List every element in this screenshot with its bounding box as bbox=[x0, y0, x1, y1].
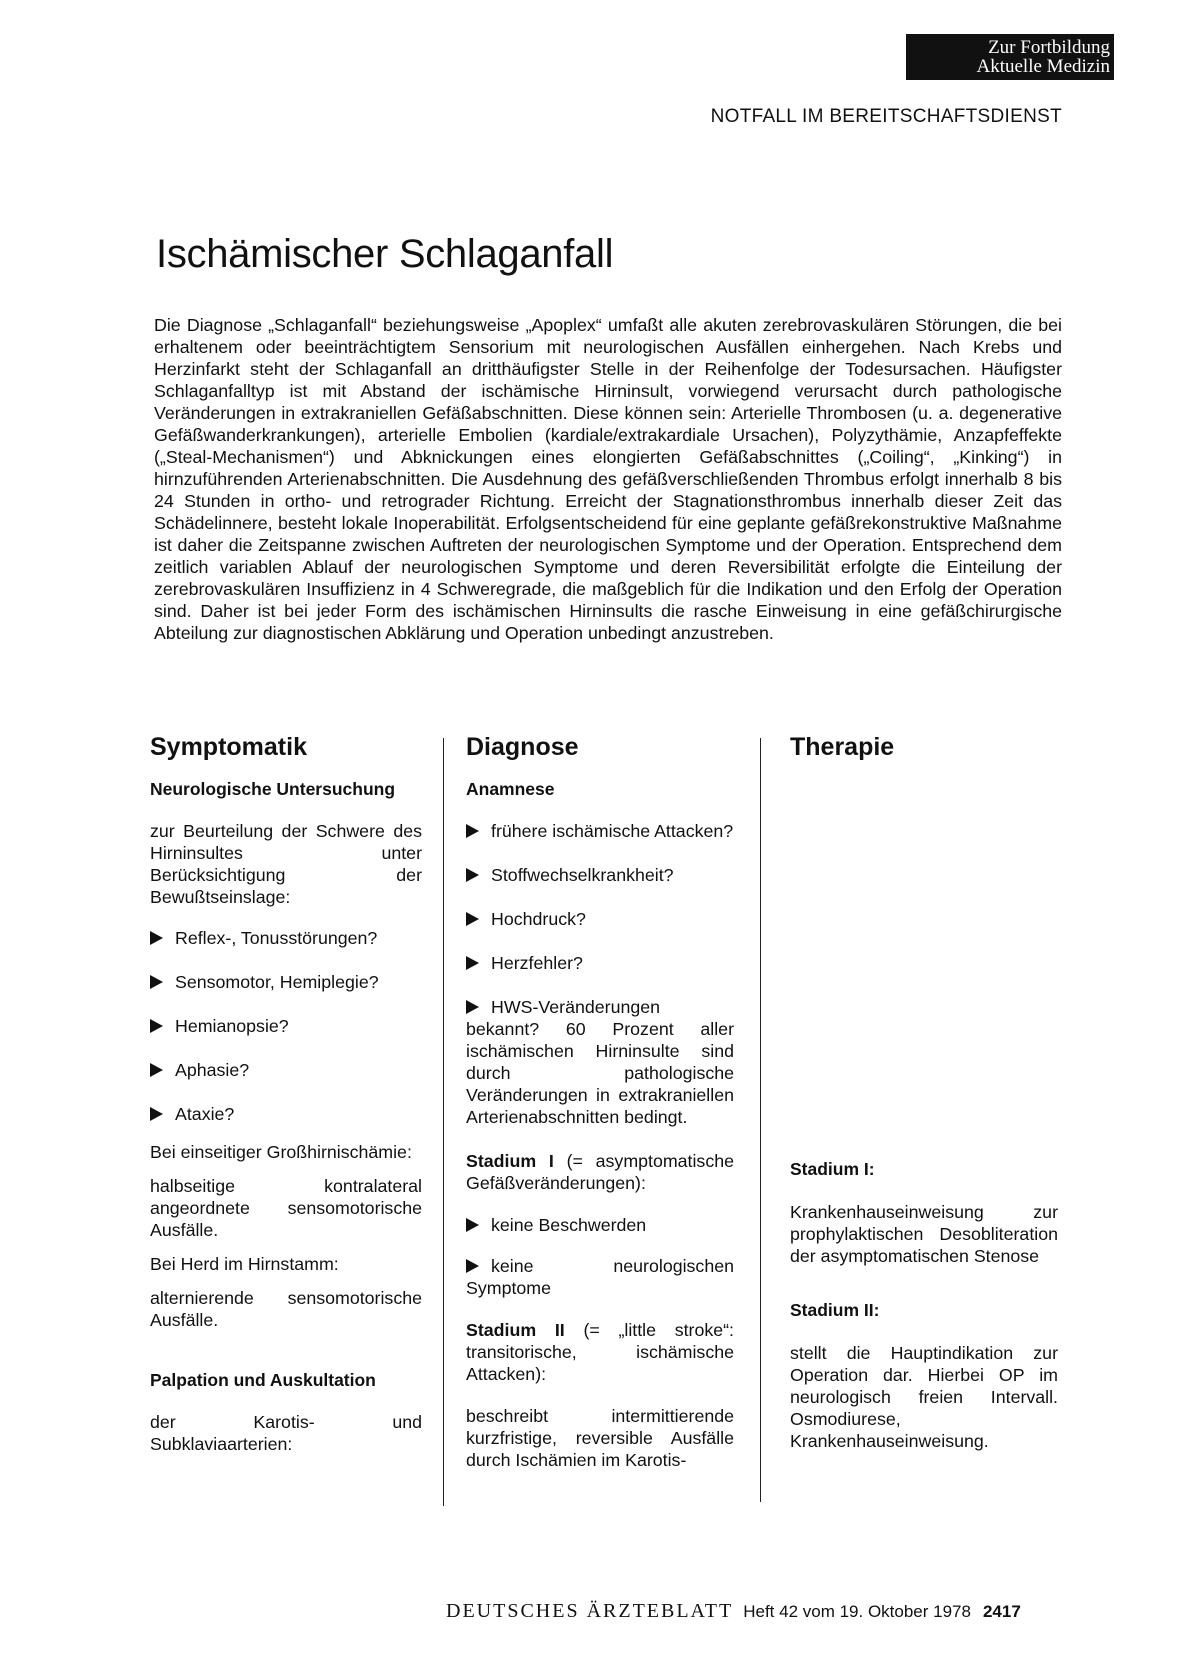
bullet-text: keine neurologischen Symptome bbox=[466, 1256, 734, 1298]
section-tag-line-2: Aktuelle Medizin bbox=[976, 56, 1110, 77]
triangle-bullet-icon bbox=[150, 975, 163, 989]
section-header: NOTFALL IM BEREITSCHAFTSDIENST bbox=[710, 106, 1062, 127]
column-divider bbox=[443, 738, 444, 1506]
column-heading: Diagnose bbox=[466, 733, 579, 761]
journal-name: DEUTSCHES ÄRZTEBLATT bbox=[446, 1600, 734, 1622]
stadium-label: Stadium I bbox=[466, 1151, 554, 1171]
section-tag-line-1: Zur Fortbildung bbox=[988, 37, 1110, 58]
bullet-text: Herzfehler? bbox=[491, 953, 583, 973]
bullet-text: frühere ischämische Attacken? bbox=[491, 821, 734, 841]
bullet-text: Aphasie? bbox=[175, 1060, 250, 1080]
bullet-item bbox=[150, 1059, 422, 1081]
paragraph: Krankenhauseinweisung zur prophylaktischen Desobliteration der asymptomatischen Stenose bbox=[790, 1202, 1058, 1266]
triangle-bullet-icon bbox=[150, 1019, 163, 1033]
paragraph: Bei Herd im Hirnstamm: bbox=[150, 1254, 339, 1274]
stadium-label: Stadium II: bbox=[790, 1300, 880, 1320]
triangle-bullet-icon bbox=[466, 1000, 479, 1014]
bullet-item bbox=[150, 1015, 422, 1037]
bullet-item bbox=[466, 820, 734, 842]
column-heading: Symptomatik bbox=[150, 733, 307, 761]
triangle-bullet-icon bbox=[150, 1063, 163, 1077]
issue-info: Heft 42 vom 19. Oktober 1978 bbox=[743, 1602, 971, 1621]
triangle-bullet-icon bbox=[466, 868, 479, 882]
column-divider bbox=[760, 738, 761, 1502]
triangle-bullet-icon bbox=[466, 1259, 479, 1273]
stadium-text: (= asymptomatische Gefäßveränderungen): bbox=[466, 1151, 734, 1193]
stadium-paragraph bbox=[466, 1319, 734, 1385]
article-title: Ischämischer Schlaganfall bbox=[156, 232, 614, 276]
bullet-item bbox=[466, 1255, 734, 1299]
column-therapie bbox=[790, 732, 1058, 1452]
triangle-bullet-icon bbox=[466, 824, 479, 838]
section-tag bbox=[906, 34, 1114, 80]
bullet-item bbox=[150, 971, 422, 993]
paragraph: halbseitige kontralateral angeordnete sensomotorische Ausfälle. bbox=[150, 1176, 422, 1240]
stadium-paragraph bbox=[466, 1150, 734, 1194]
stadium-text: (= „little stroke“: transitorische, ischämische Attacken): bbox=[466, 1320, 734, 1384]
paragraph: Bei einseitiger Großhirnischämie: bbox=[150, 1142, 412, 1162]
triangle-bullet-icon bbox=[466, 956, 479, 970]
paragraph: alternierende sensomotorische Ausfälle. bbox=[150, 1288, 422, 1330]
triangle-bullet-icon bbox=[466, 912, 479, 926]
page-footer bbox=[446, 1600, 1021, 1623]
stadium-label: Stadium II bbox=[466, 1320, 565, 1340]
subheading: Anamnese bbox=[466, 779, 555, 799]
bullet-text: Hemianopsie? bbox=[175, 1016, 289, 1036]
page-number: 2417 bbox=[982, 1602, 1021, 1621]
bullet-text: Sensomotor, Hemiplegie? bbox=[175, 972, 379, 992]
paragraph: beschreibt intermittierende kurzfristige, reversible Ausfälle durch Ischämien im Karotis- bbox=[466, 1406, 734, 1470]
bullet-item bbox=[466, 952, 734, 974]
bullet-text: keine Beschwerden bbox=[491, 1215, 647, 1235]
bullet-item bbox=[466, 908, 734, 930]
triangle-bullet-icon bbox=[150, 931, 163, 945]
paragraph: zur Beurteilung der Schwere des Hirninsultes unter Berücksichtigung der Bewußtseinslage: bbox=[150, 821, 422, 907]
bullet-text: Stoffwechselkrankheit? bbox=[491, 865, 674, 885]
paragraph: der Karotis- und Subklaviaarterien: bbox=[150, 1412, 422, 1454]
bullet-item bbox=[150, 927, 422, 949]
column-heading: Therapie bbox=[790, 733, 895, 761]
subheading: Palpation und Auskultation bbox=[150, 1370, 376, 1390]
triangle-bullet-icon bbox=[150, 1107, 163, 1121]
bullet-item bbox=[150, 1103, 422, 1125]
paragraph: stellt die Hauptindikation zur Operation dar. Hierbei OP im neurologisch freien Intervall. Osmodiurese, Krankenhauseinweisung. bbox=[790, 1343, 1058, 1451]
bullet-text: Reflex-, Tonusstörungen? bbox=[175, 928, 378, 948]
bullet-text: Hochdruck? bbox=[491, 909, 586, 929]
bullet-item bbox=[466, 996, 734, 1128]
bullet-text: HWS-Veränderungen bekannt? 60 Prozent aller ischämischen Hirninsulte sind durch pathologische Veränderungen in extrakraniellen Arterienabschnitten bedingt. bbox=[466, 997, 734, 1127]
bullet-item bbox=[466, 864, 734, 886]
stadium-label: Stadium I: bbox=[790, 1159, 875, 1179]
subheading: Neurologische Untersuchung bbox=[150, 779, 396, 799]
bullet-text: Ataxie? bbox=[175, 1104, 235, 1124]
intro-paragraph: Die Diagnose „Schlaganfall“ beziehungsweise „Apoplex“ umfaßt alle akuten zerebrovaskulären Störungen, die bei erhaltenem oder beeinträchtigtem Sensorium mit neurologischen Ausfällen einhergehen. Nach Krebs und Herzinfarkt steht der Schlaganfall an dritthäufigster Stelle in der Reihenfolge der Todesursachen. Häufigster Schlaganfalltyp ist mit Abstand der ischämische Hirninsult, vorwiegend verursacht durch pathologische Veränderungen in extrakraniellen Gefäßabschnitten. Diese können sein: Arterielle Thrombosen (u. a. degenerative Gefäßwanderkrankungen), arterielle Embolien (kardiale/extrakardiale Ursachen), Polyzythämie, Anzapfeffekte („Steal-Mechanismen“) und Abknickungen eines elongierten Gefäßabschnittes („Coiling“, „Kinking“) in hirnzuführenden Arterienabschnitten. Die Ausdehnung des gefäßverschließenden Thrombus erfolgt innerhalb 8 bis 24 Stunden in ortho- und retrograder Richtung. Erreicht der Stagnationsthrombus innerhalb dieser Zeit das Schädelinnere, besteht lokale Inoperabilität. Erfolgsentscheidend für eine geplante gefäßrekonstruktive Maßnahme ist daher die Zeitspanne zwischen Auftreten der neurologischen Symptome und der Operation. Entsprechend dem zeitlich variablen Ablauf der neurologischen Symptome und deren Reversibilität erfolgte die Einteilung der zerebrovaskulären Insuffizienz in 4 Schweregrade, die maßgeblich für die Indikation und den Erfolg der Operation sind. Daher ist bei jeder Form des ischämischen Hirninsults die rasche Einweisung in eine gefäßchirurgische Abteilung zur diagnostischen Abklärung und Operation unbedingt anzustreben. bbox=[154, 315, 1062, 643]
triangle-bullet-icon bbox=[466, 1218, 479, 1232]
column-diagnose bbox=[466, 732, 734, 1471]
column-symptomatik bbox=[150, 732, 422, 1455]
bullet-item bbox=[466, 1214, 734, 1236]
